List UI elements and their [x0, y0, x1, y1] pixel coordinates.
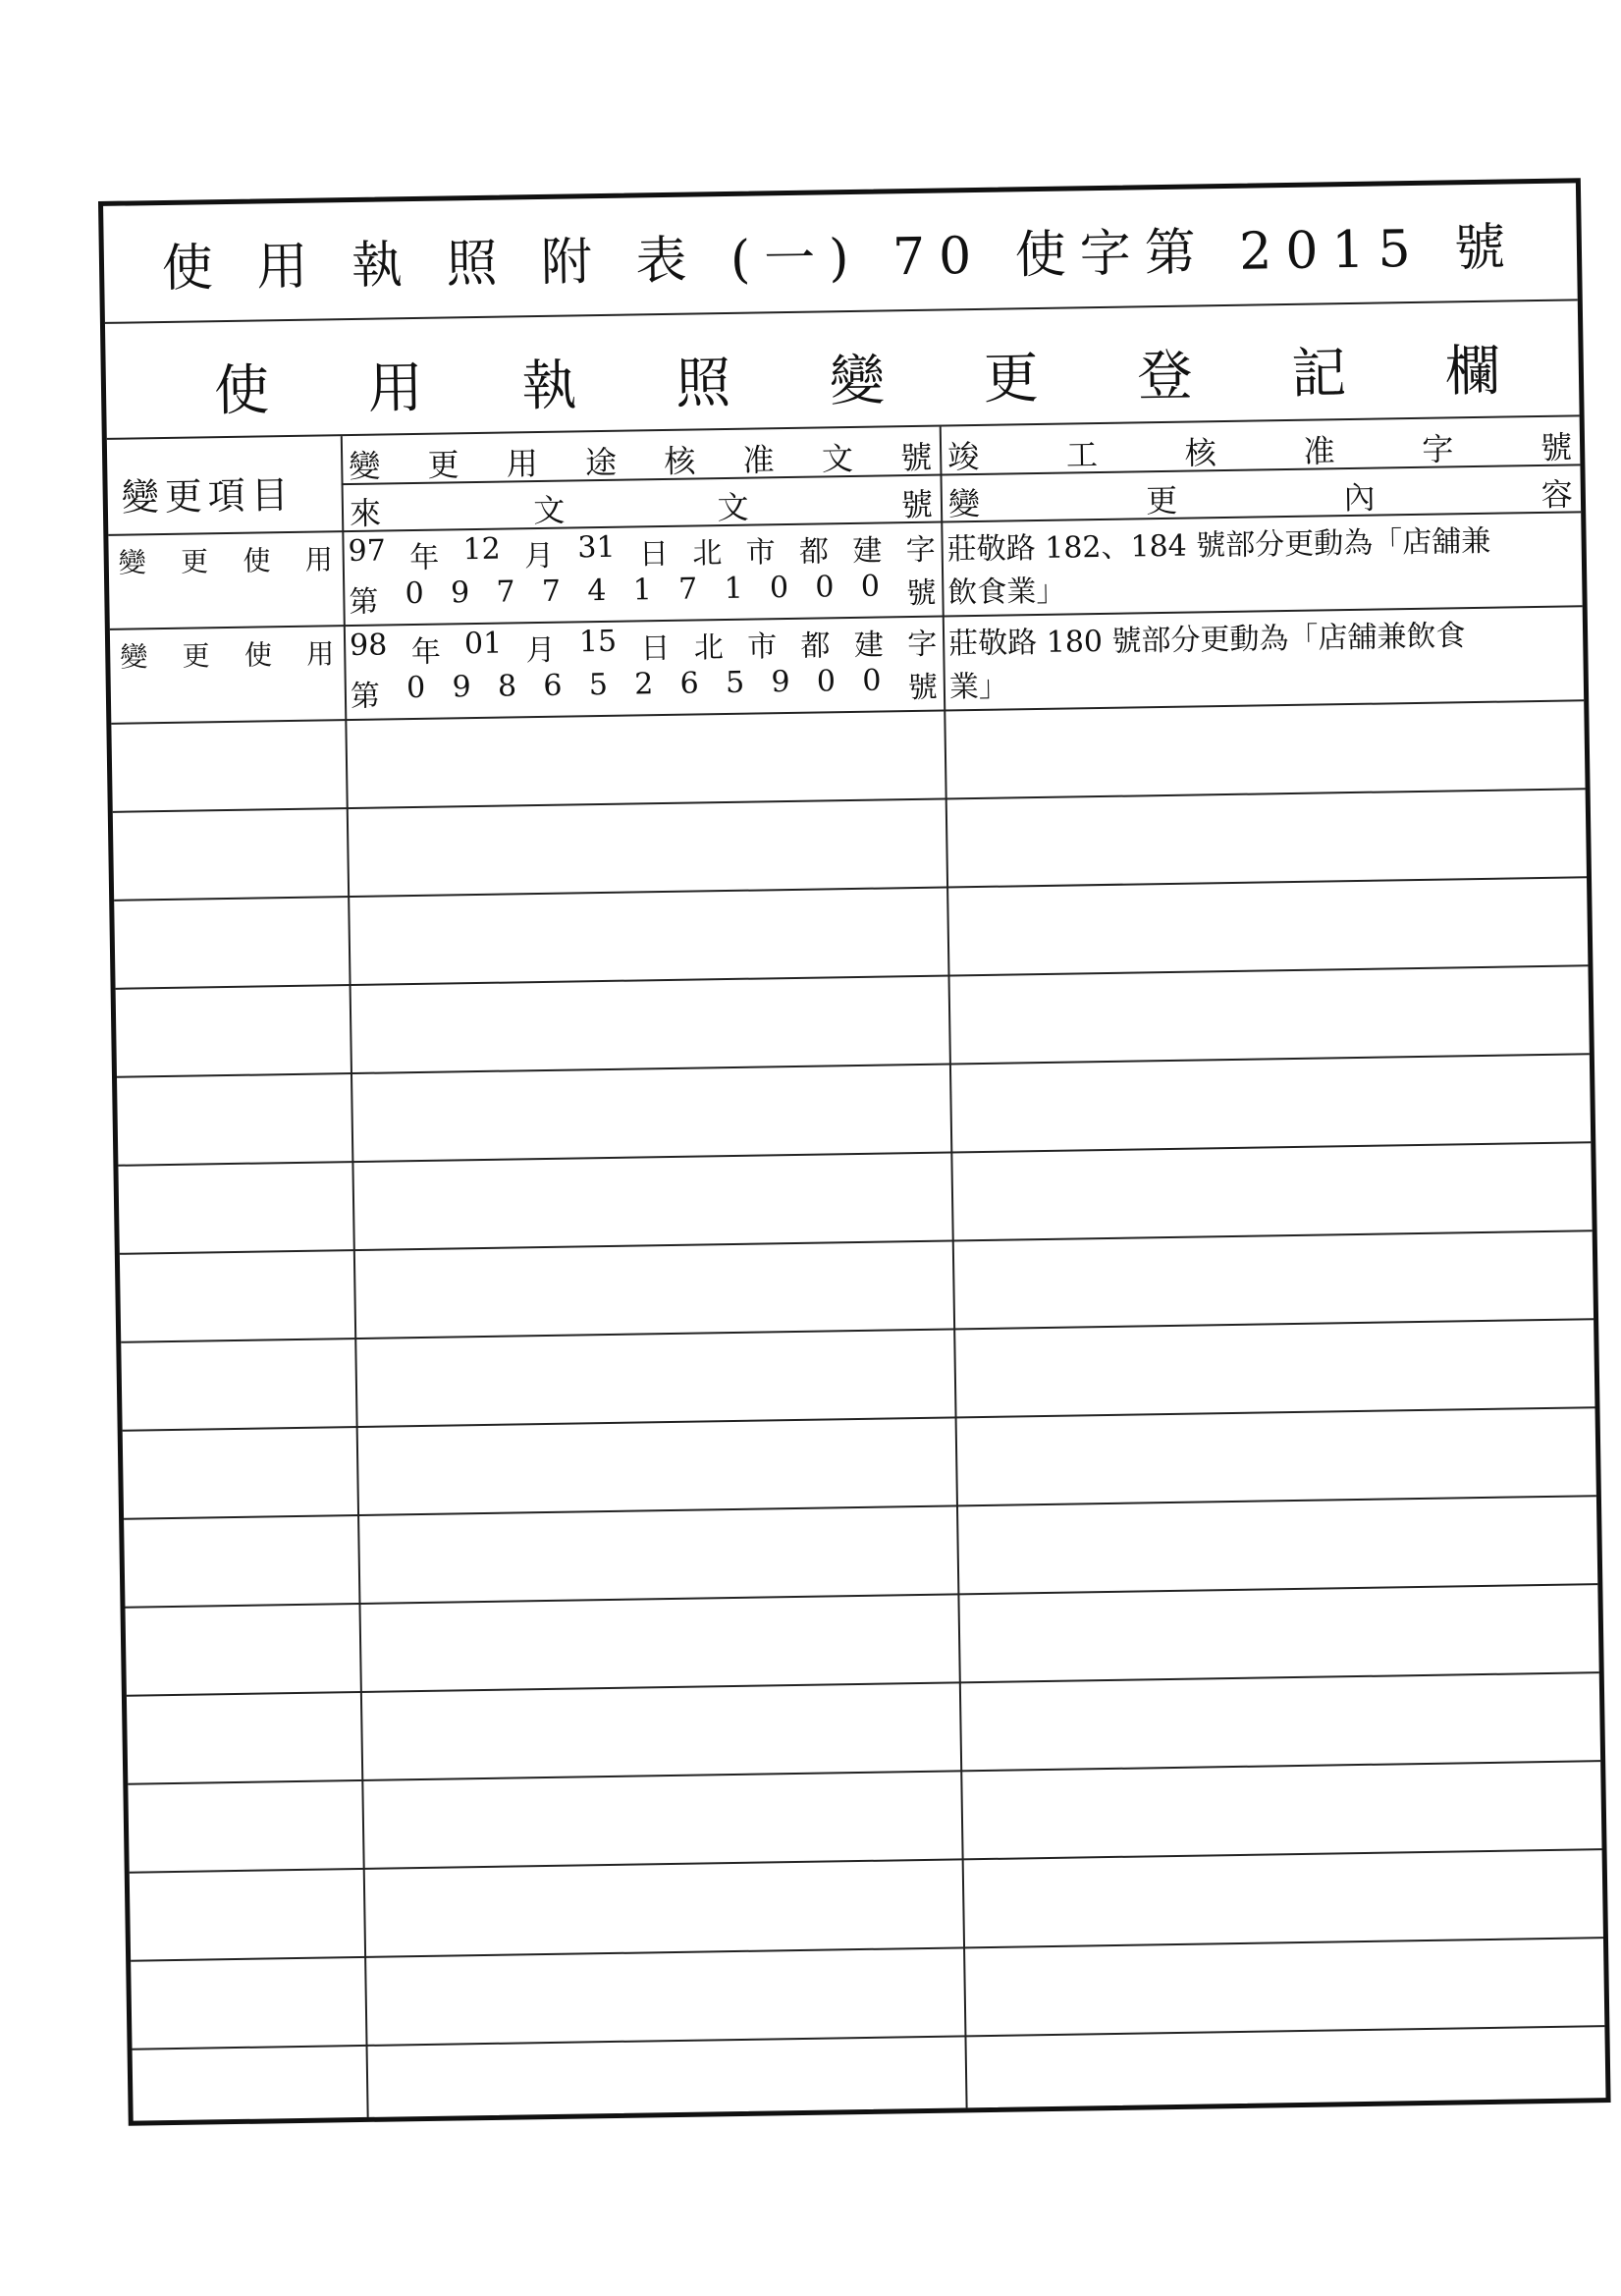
entry-doc-line2-token: 6: [543, 668, 563, 703]
empty-row-line: [133, 2025, 1605, 2050]
header-completion-top: [947, 422, 1573, 477]
empty-row-line: [130, 1848, 1602, 1874]
header-approval-top: [349, 433, 933, 487]
entry-doc-line1-token: 97: [348, 533, 387, 570]
entry-content-line2: 飲食業」: [947, 574, 1066, 611]
entry-doc-line1-token: 年: [410, 634, 442, 671]
entry-doc-line1-token: 15: [578, 624, 618, 660]
entry-item-token: 使: [243, 544, 271, 577]
entry-doc-line2: [349, 569, 937, 621]
entry-doc-line2-token: 6: [679, 666, 700, 701]
header-change-item: 變更項目: [121, 472, 296, 519]
entry-doc-line2-token: 2: [633, 667, 654, 702]
header-completion-top-token: 准: [1303, 432, 1335, 470]
entry-doc-line1-token: 月: [525, 632, 556, 669]
header-completion-bottom-token: 更: [1145, 481, 1178, 520]
header-completion-top-token: 號: [1540, 428, 1573, 466]
entry-content-line1: 莊敬路 182、184 號部分更動為「店舖兼: [946, 523, 1491, 568]
entry-item-token: 更: [182, 639, 210, 673]
entry-doc-line1-token: 字: [905, 532, 936, 569]
entry-doc-line2-token: 第: [349, 584, 379, 621]
entry-doc-line1-token: 都: [800, 629, 831, 664]
header-approval-bottom-token: 號: [900, 485, 934, 524]
empty-row-line: [118, 1141, 1591, 1167]
section-title-char: 變: [829, 349, 886, 414]
section-title-char: 用: [367, 355, 424, 421]
entry-content-line1: 莊敬路 180 號部分更動為「店舖兼飲食: [947, 619, 1466, 662]
entry-doc-line2-token: 0: [862, 663, 882, 698]
section-title-char: 登: [1136, 344, 1193, 410]
empty-row-line: [125, 1583, 1597, 1609]
empty-row-line: [127, 1671, 1599, 1697]
entry-doc-line1-token: 字: [906, 627, 938, 663]
entry-item-token: 用: [305, 637, 335, 671]
header-approval-top-token: 准: [742, 441, 775, 479]
entry-doc-line2-token: 7: [496, 574, 515, 610]
entry-doc-line2-token: 0: [815, 570, 835, 605]
empty-row-line: [123, 1406, 1595, 1432]
header-completion-bottom-token: 內: [1343, 478, 1376, 518]
entry-doc-line1-token: 市: [746, 629, 778, 665]
empty-row-line: [116, 964, 1589, 990]
entry-doc-line1-token: 日: [638, 536, 670, 573]
section-title-char: 使: [213, 358, 270, 424]
header-approval-top-token: 途: [584, 443, 618, 482]
entry-doc-line1-token: 01: [463, 626, 503, 662]
entry-doc-line2-token: 9: [450, 575, 470, 611]
entry-doc-line2-token: 0: [405, 670, 426, 706]
header-approval-bottom-token: 文: [533, 491, 566, 530]
entry-doc-line2-token: 9: [771, 664, 790, 700]
entry-doc-line1-token: 12: [462, 531, 501, 568]
header-approval-top-token: 文: [821, 439, 854, 478]
empty-row-line: [117, 1053, 1590, 1078]
change-registration-table: [98, 178, 1611, 2125]
entry-doc-line2-token: 9: [452, 670, 471, 705]
entry-content-line2: 業」: [948, 669, 1009, 705]
header-approval-top-token: 變: [348, 447, 381, 486]
entry-item-token: 更: [180, 545, 209, 578]
entry-item-token: 變: [120, 640, 148, 674]
entry-doc-line1-token: 都: [798, 534, 830, 570]
entry-doc-line1-token: 建: [852, 533, 883, 569]
entry-doc-line1-token: 建: [853, 628, 885, 663]
entry-doc-line1-token: 市: [745, 535, 776, 571]
entry-doc-line2-token: 0: [405, 575, 425, 612]
header-completion-top-token: 工: [1065, 436, 1099, 474]
entry-doc-line1-token: 月: [523, 538, 555, 574]
entry-doc-line2: [351, 663, 939, 715]
header-approval-top-token: 用: [506, 445, 539, 483]
entry-doc-line2-token: 5: [588, 667, 609, 703]
entry-doc-line2-token: 4: [587, 573, 607, 609]
empty-row-line: [121, 1318, 1594, 1343]
entry-doc-line1-token: 北: [692, 536, 723, 572]
entry-item-token: 用: [304, 543, 334, 576]
section-title-char: 照: [675, 351, 731, 416]
header-completion-top-token: 竣: [946, 437, 980, 476]
empty-row-line: [128, 1760, 1600, 1785]
header-approval-top-token: 更: [427, 446, 459, 484]
section-title: [105, 301, 1580, 440]
entry-item-token: 使: [243, 638, 273, 672]
header-completion-top-token: 核: [1184, 434, 1217, 472]
section-title-chars: [213, 328, 1500, 427]
entry-doc-line1-token: 年: [409, 540, 440, 576]
header-completion-bottom-token: 變: [947, 484, 981, 523]
header-approval-top-token: 號: [899, 438, 933, 477]
entry-doc-line2-token: 號: [906, 575, 937, 612]
entry-item-token: 變: [118, 546, 147, 579]
section-title-char: 更: [983, 346, 1040, 411]
header-completion-bottom-token: 容: [1540, 475, 1574, 514]
empty-row-line: [113, 788, 1586, 813]
section-title-char: 執: [521, 354, 578, 419]
header-completion-top-token: 字: [1422, 430, 1454, 468]
empty-row-line: [124, 1495, 1596, 1520]
empty-row-line: [120, 1230, 1593, 1255]
entry-doc-line2-token: 1: [724, 571, 743, 607]
empty-row-line: [131, 1937, 1603, 1962]
header-approval-bottom-token: 文: [717, 488, 749, 527]
document-title: 使 用 執 照 附 表 (一) 70 使字第 2015 號: [103, 183, 1578, 324]
entry-doc-line2-token: 8: [497, 669, 517, 704]
header-approval-bottom-token: 來: [349, 494, 382, 533]
entry-doc-line2-token: 1: [632, 573, 653, 608]
entry-doc-line1-token: 北: [693, 630, 725, 666]
entry-doc-line1-token: 日: [640, 630, 671, 667]
entry-doc-line2-token: 0: [860, 569, 881, 604]
entry-item: [120, 632, 335, 675]
entry-doc-line2-token: 5: [725, 665, 745, 701]
entry-doc-line1-token: 31: [577, 529, 616, 566]
section-title-char: 欄: [1444, 339, 1501, 405]
entry-doc-line2-token: 0: [769, 571, 789, 606]
section-title-char: 記: [1290, 342, 1347, 407]
entry-doc-line2-token: 7: [677, 572, 698, 607]
entry-doc-line1-token: 98: [349, 628, 388, 664]
entry-doc-line2-token: 7: [541, 574, 562, 609]
entry-doc-line2-token: 號: [907, 670, 939, 706]
header-approval-top-token: 核: [664, 442, 696, 480]
entry-item: [118, 538, 333, 580]
entry-doc-line2-token: 0: [816, 664, 837, 699]
entry-doc-line2-token: 第: [350, 679, 381, 715]
empty-row-line: [114, 876, 1587, 902]
